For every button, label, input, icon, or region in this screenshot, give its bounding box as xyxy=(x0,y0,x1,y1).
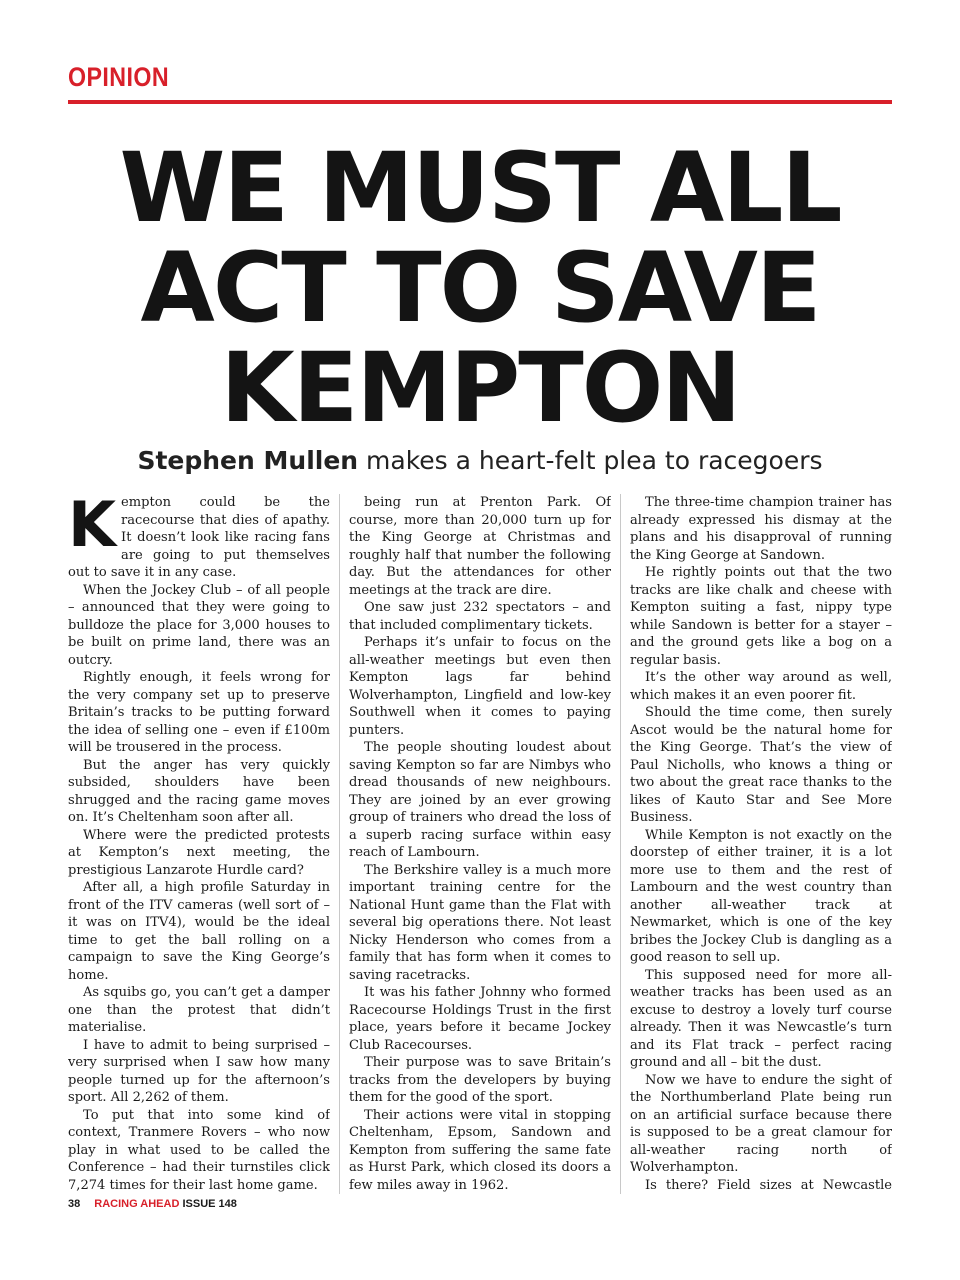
section-label: OPINION xyxy=(68,62,170,92)
paragraph: While Kempton is not exactly on the doorstep of either trainer, it is a lot more use to them and the rest of Lambourn and the west country than another all-weather track at Newmarket, which is one of the key bribes the Jockey Club is dangling as a good reason to sell up. xyxy=(630,827,892,965)
paragraph: Their purpose was to save Britain’s tracks from the developers by buying them for the good of the sport. xyxy=(349,1055,611,1105)
paragraph: Where were the predicted protests at Kempton’s next meeting, the prestigious Lanzarote Hurdle card? xyxy=(68,827,330,878)
paragraph: Perhaps it’s unfair to focus on the all-weather meetings but even then Kempton lags far behind Wolverhampton, Lingfield and low-key Southwell when it comes to paying punters. xyxy=(349,635,611,738)
headline-line-1: WE MUST ALL xyxy=(119,132,841,244)
standfirst-text: makes a heart-felt plea to racegoers xyxy=(358,446,823,475)
page-number: 38 xyxy=(68,1198,81,1210)
paragraph: The people shouting loudest about saving Kempton so far are Nimbys who dread thousands of new neighbours. They are joined by an ever growing group of trainers who dread the loss of a superb racing surface within easy reach of Lambourn. xyxy=(349,740,611,860)
paragraph: When the Jockey Club – of all people – announced that they were going to bulldoze the place for 3,000 houses to be built on prime land, there was an outcry. xyxy=(68,582,330,668)
magazine-name: RACING AHEAD xyxy=(94,1198,180,1210)
headline-line-3: KEMPTON xyxy=(220,332,740,444)
paragraph: But the anger has very quickly subsided, shoulders have been shrugged and the racing game moves on. It’s Cheltenham soon after all. xyxy=(68,757,330,825)
standfirst xyxy=(68,446,892,475)
paragraph: This supposed need for more all-weather tracks has been used as an excuse to destroy a lovely turf course already. Then it was Newcastle’s turn and its Flat track – perfect racing ground and all – bit the dust. xyxy=(630,967,892,1070)
article-body xyxy=(68,494,892,1194)
paragraph: I have to admit to being surprised – very surprised when I saw how many people turned up for the afternoon’s sport. All 2,262 of them. xyxy=(68,1037,330,1105)
issue-number: ISSUE 148 xyxy=(179,1198,237,1210)
headline xyxy=(60,132,900,444)
column-2 xyxy=(349,494,611,1194)
paragraph: Is there? Field sizes at Newcastle xyxy=(645,1177,892,1193)
paragraph: It was his father Johnny who formed Racecourse Holdings Trust in the first place, years before it became Jockey Club Racecourses. xyxy=(349,985,611,1053)
author-name: Stephen Mullen xyxy=(137,446,359,475)
paragraph: being run at Prenton Park. Of course, more than 20,000 turn up for the King George at Christmas and roughly half that number the following day. But the attendances for other meetings at the track are dire. xyxy=(349,495,611,598)
column-divider xyxy=(620,494,621,1194)
paragraph: Kempton could be the racecourse that dies of apathy. It doesn’t look like racing fans are going to put themselves out to save it in any case. xyxy=(68,494,330,580)
paragraph: After all, a high profile Saturday in front of the ITV cameras (well sort of – it was on ITV4), would be the ideal time to get the ball rolling on a campaign to save the King George’s home. xyxy=(68,880,330,983)
column-1 xyxy=(68,494,330,1194)
column-divider xyxy=(339,494,340,1194)
section-rule xyxy=(68,100,892,104)
paragraph: One saw just 232 spectators – and that included complimentary tickets. xyxy=(349,600,611,633)
paragraph: It’s the other way around as well, which makes it an even poorer fit. xyxy=(630,670,892,703)
paragraph: Their actions were vital in stopping Cheltenham, Epsom, Sandown and Kempton from suffering the same fate as Hurst Park, which closed its doors a few miles away in 1962. xyxy=(349,1107,611,1193)
headline-line-2: ACT TO SAVE xyxy=(140,232,820,344)
paragraph: The three-time champion trainer has already expressed his dismay at the plans and his disapproval of running the King George at Sandown. xyxy=(630,495,892,563)
drop-cap: K xyxy=(68,494,117,561)
paragraph: The Berkshire valley is a much more important training centre for the National Hunt game than the Flat with several big operations there. Not least Nicky Henderson who comes from a family that has form when it comes to saving racetracks. xyxy=(349,862,611,983)
paragraph: Rightly enough, it feels wrong for the very company set up to preserve Britain’s tracks to be putting forward the idea of selling one – even if £100m will be trousered in the process. xyxy=(68,670,330,755)
paragraph: Should the time come, then surely Ascot would be the natural home for the King George. That’s the view of Paul Nicholls, who knows a thing or two about the great race thanks to the likes of Kauto Star and See More Business. xyxy=(630,705,892,825)
column-3 xyxy=(630,494,892,1194)
paragraph: To put that into some kind of context, Tranmere Rovers – who now play in what used to be called the Conference – had their turnstiles click 7,274 times for their last home game. xyxy=(68,1107,330,1193)
page-footer xyxy=(68,1198,237,1210)
paragraph: As squibs go, you can’t get a damper one than the protest that didn’t materialise. xyxy=(68,985,330,1035)
paragraph: Now we have to endure the sight of the Northumberland Plate being run on an artificial surface because there is supposed to be a great clamour for all-weather racing north of Wolverhampton. xyxy=(630,1072,892,1175)
paragraph: He rightly points out that the two tracks are like chalk and cheese with Kempton suiting a fast, nippy type while Sandown is better for a stayer – and the ground gets like a bog on a regular basis. xyxy=(630,565,892,668)
